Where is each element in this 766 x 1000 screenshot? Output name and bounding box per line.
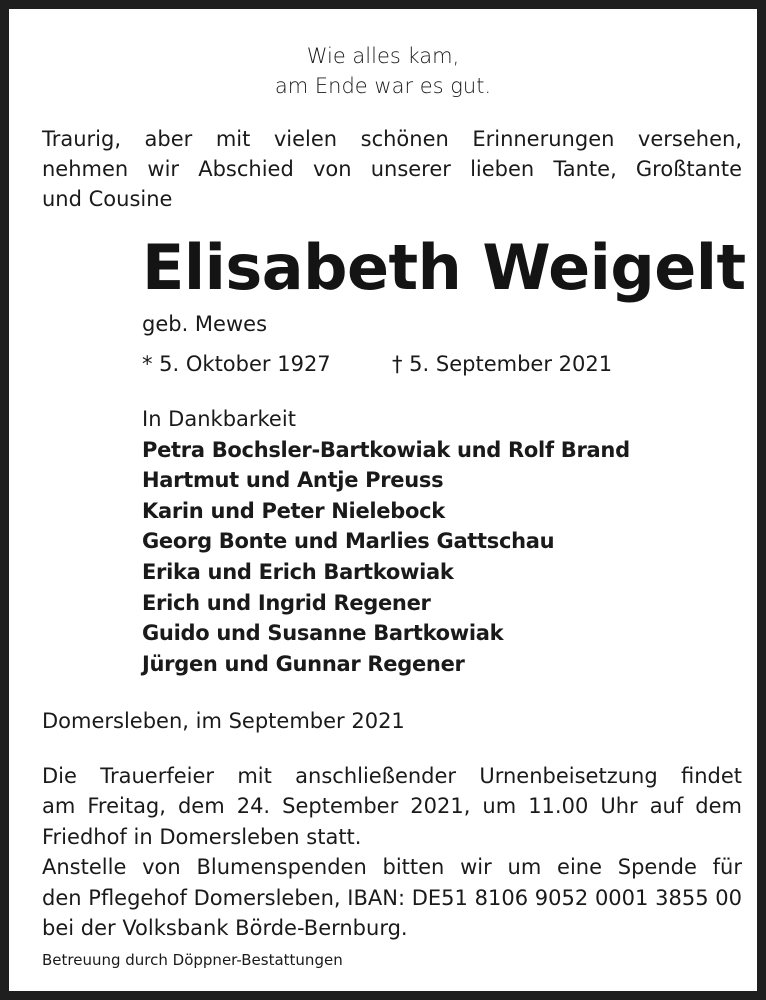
mourner-name: Jürgen und Gunnar Regener (142, 651, 465, 676)
mourner-name: Erich und Ingrid Regener (142, 590, 431, 615)
mourner-name: Karin und Peter Nielebock (142, 498, 445, 523)
death-date: † 5. September 2021 (392, 352, 613, 376)
notice-line: Friedhof in Domersleben statt. (42, 824, 362, 849)
notice-line: den Pflegehof Domersleben, IBAN: DE51 8106 9052 0001 3855 00 (42, 885, 742, 910)
mourner-name: Erika und Erich Bartkowiak (142, 559, 454, 584)
mourners-lead: In Dankbarkeit (142, 407, 296, 431)
maiden-name: geb. Mewes (142, 312, 268, 336)
place-and-date: Domersleben, im September 2021 (42, 709, 405, 733)
funeral-notice (42, 761, 742, 943)
motto-line: am Ende war es gut. (274, 74, 492, 98)
intro-text (42, 124, 742, 214)
mourners-list (142, 404, 630, 679)
notice-line: bei der Volksbank Börde-Bernburg. (42, 916, 408, 941)
birth-date: * 5. Oktober 1927 (142, 352, 331, 376)
motto-line: Wie alles kam, (306, 44, 460, 68)
intro-line: Traurig, aber mit vielen schönen Erinnerungen versehen, (42, 127, 742, 151)
mourner-name: Petra Bochsler-Bartkowiak und Rolf Brand (142, 437, 630, 462)
intro-line: nehmen wir Abschied von unserer lieben Tante, Großtante (42, 157, 742, 181)
notice-line: am Freitag, dem 24. September 2021, um 11.00 Uhr auf dem (42, 794, 742, 819)
deceased-name: Elisabeth Weigelt (142, 231, 746, 304)
notice-line: Die Trauerfeier mit anschließender Urnenbeisetzung findet (42, 764, 742, 788)
undertaker-credit: Betreuung durch Döppner-Bestattungen (42, 951, 343, 969)
notice-line: Anstelle von Blumenspenden bitten wir um eine Spende für (42, 855, 742, 880)
mourner-name: Hartmut und Antje Preuss (142, 468, 444, 493)
mourner-name: Georg Bonte und Marlies Gattschau (142, 529, 555, 554)
motto (9, 41, 757, 101)
life-dates (142, 349, 613, 379)
mourner-name: Guido und Susanne Bartkowiak (142, 621, 504, 646)
intro-line: und Cousine (42, 187, 173, 211)
